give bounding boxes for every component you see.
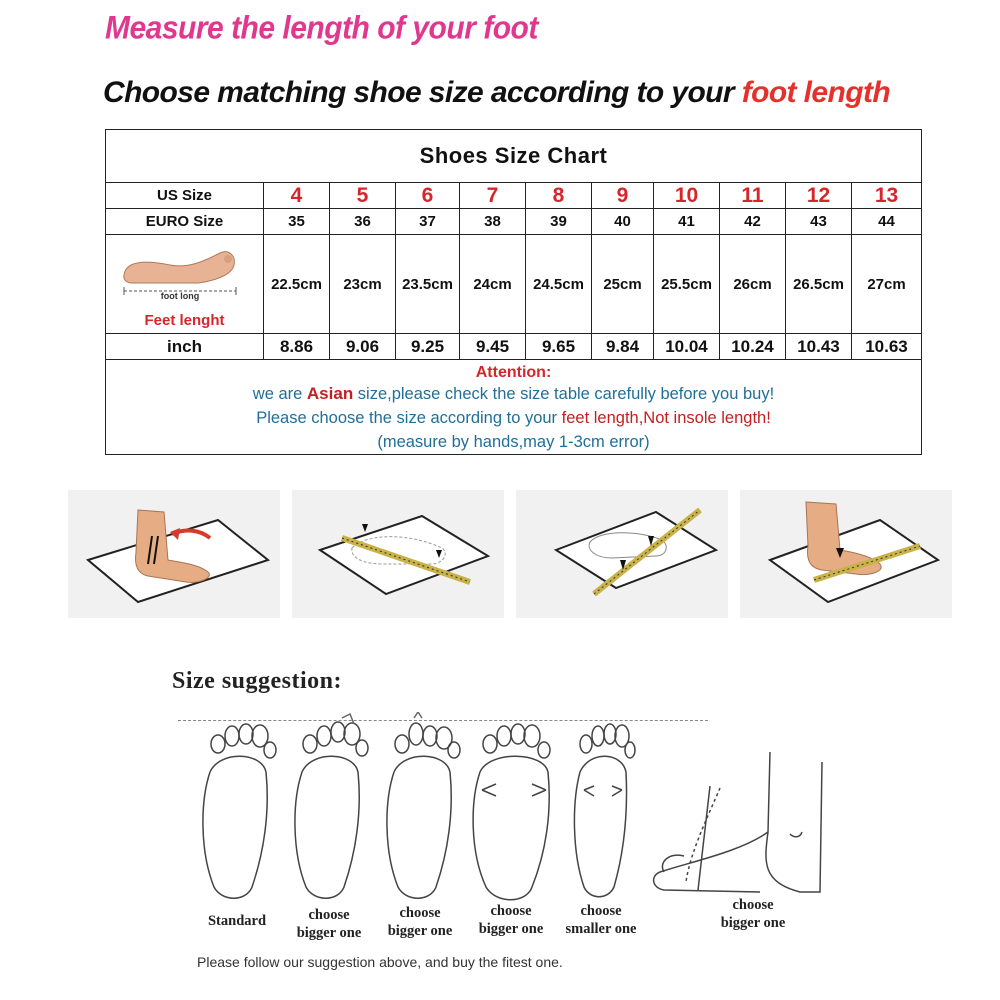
us-size-row bbox=[106, 183, 922, 209]
foot-standard-icon bbox=[203, 724, 276, 898]
caption-bigger-side bbox=[705, 896, 801, 932]
inch-cell: 9.25 bbox=[396, 334, 460, 360]
measure-step-4 bbox=[740, 490, 952, 618]
caption-bigger-1 bbox=[284, 906, 374, 942]
foot-length-cell: 24.5cm bbox=[526, 235, 592, 334]
caption-bigger-2 bbox=[375, 904, 465, 940]
inch-cell: 10.24 bbox=[720, 334, 786, 360]
ruler-diagonal-icon bbox=[516, 490, 728, 618]
page-subtitle bbox=[103, 76, 890, 110]
foot-length-cell: 23.5cm bbox=[396, 235, 460, 334]
inch-label: inch bbox=[106, 334, 264, 360]
euro-size-cell: 41 bbox=[654, 209, 720, 235]
inch-cell: 10.04 bbox=[654, 334, 720, 360]
us-size-cell: 7 bbox=[460, 183, 526, 209]
us-size-label: US Size bbox=[106, 183, 264, 209]
foot-length-label-cell bbox=[106, 235, 264, 334]
subtitle-highlight: foot length bbox=[741, 76, 891, 109]
foot-bigger-3-icon bbox=[473, 724, 550, 900]
attention-asian: Asian bbox=[306, 384, 354, 403]
attention-text: Please choose the size according to your bbox=[256, 409, 562, 427]
chart-title: Shoes Size Chart bbox=[106, 130, 922, 183]
caption-line: Standard bbox=[207, 913, 267, 929]
inch-cell: 8.86 bbox=[264, 334, 330, 360]
inch-row bbox=[106, 334, 922, 360]
caption-line: choose bbox=[490, 903, 532, 919]
attention-box bbox=[106, 360, 922, 455]
us-size-cell: 11 bbox=[720, 183, 786, 209]
inch-cell: 9.45 bbox=[460, 334, 526, 360]
euro-size-cell: 35 bbox=[264, 209, 330, 235]
euro-size-cell: 39 bbox=[526, 209, 592, 235]
caption-line: smaller one bbox=[565, 921, 637, 937]
caption-line: choose bbox=[399, 905, 441, 921]
foot-with-ruler-icon bbox=[740, 490, 952, 618]
size-suggestion-heading: Size suggestion: bbox=[172, 668, 342, 694]
attention-feet-length: feet length,Not insole length! bbox=[561, 409, 771, 427]
foot-side-icon bbox=[654, 752, 822, 892]
foot-length-cell: 26.5cm bbox=[786, 235, 852, 334]
us-size-cell: 13 bbox=[852, 183, 922, 209]
euro-size-cell: 37 bbox=[396, 209, 460, 235]
euro-size-cell: 36 bbox=[330, 209, 396, 235]
feet-length-label: Feet lenght bbox=[144, 312, 225, 329]
us-size-cell: 6 bbox=[396, 183, 460, 209]
foot-long-label: foot long bbox=[160, 291, 200, 301]
euro-size-cell: 40 bbox=[592, 209, 654, 235]
attention-line-1 bbox=[106, 382, 921, 406]
inch-cell: 9.84 bbox=[592, 334, 654, 360]
euro-size-row bbox=[106, 209, 922, 235]
us-size-cell: 5 bbox=[330, 183, 396, 209]
suggestion-footnote: Please follow our suggestion above, and buy the fitest one. bbox=[197, 954, 563, 970]
attention-text: size,please check the size table carefully before you buy! bbox=[353, 385, 775, 403]
measure-step-2 bbox=[292, 490, 504, 618]
foot-smaller-icon bbox=[574, 724, 635, 897]
caption-line: bigger one bbox=[478, 921, 544, 937]
attention-text: we are bbox=[252, 385, 307, 403]
euro-size-cell: 43 bbox=[786, 209, 852, 235]
inch-cell: 10.63 bbox=[852, 334, 922, 360]
subtitle-text: Choose matching shoe size according to your bbox=[103, 76, 742, 109]
size-chart-table bbox=[105, 129, 922, 455]
us-size-cell: 12 bbox=[786, 183, 852, 209]
euro-size-label: EURO Size bbox=[106, 209, 264, 235]
foot-length-cell: 26cm bbox=[720, 235, 786, 334]
inch-cell: 9.65 bbox=[526, 334, 592, 360]
foot-on-paper-icon bbox=[68, 490, 280, 618]
us-size-cell: 4 bbox=[264, 183, 330, 209]
us-size-cell: 9 bbox=[592, 183, 654, 209]
caption-standard bbox=[192, 912, 282, 930]
inch-cell: 10.43 bbox=[786, 334, 852, 360]
attention-line-2 bbox=[106, 406, 921, 430]
euro-size-cell: 44 bbox=[852, 209, 922, 235]
caption-line: bigger one bbox=[296, 925, 362, 941]
inch-cell: 9.06 bbox=[330, 334, 396, 360]
caption-line: bigger one bbox=[720, 915, 786, 931]
attention-line-3: (measure by hands,may 1-3cm error) bbox=[377, 433, 650, 451]
foot-length-cell: 25.5cm bbox=[654, 235, 720, 334]
caption-line: choose bbox=[580, 903, 622, 919]
ruler-on-paper-icon bbox=[292, 490, 504, 618]
foot-length-cell: 23cm bbox=[330, 235, 396, 334]
foot-bigger-2-icon bbox=[387, 712, 460, 898]
foot-length-cell: 22.5cm bbox=[264, 235, 330, 334]
caption-line: choose bbox=[308, 907, 350, 923]
us-size-cell: 10 bbox=[654, 183, 720, 209]
foot-measure-icon bbox=[110, 239, 260, 309]
foot-length-row bbox=[106, 235, 922, 334]
attention-title: Attention: bbox=[475, 364, 552, 381]
foot-length-cell: 25cm bbox=[592, 235, 654, 334]
foot-length-cell: 24cm bbox=[460, 235, 526, 334]
measure-step-1 bbox=[68, 490, 280, 618]
foot-bigger-1-icon bbox=[295, 714, 368, 898]
caption-smaller bbox=[553, 902, 649, 938]
euro-size-cell: 38 bbox=[460, 209, 526, 235]
foot-fit-diagrams bbox=[180, 712, 860, 912]
caption-line: bigger one bbox=[387, 923, 453, 939]
measure-step-3 bbox=[516, 490, 728, 618]
caption-line: choose bbox=[732, 897, 774, 913]
caption-bigger-3 bbox=[466, 902, 556, 938]
page-title: Measure the length of your foot bbox=[105, 10, 538, 47]
euro-size-cell: 42 bbox=[720, 209, 786, 235]
foot-length-cell: 27cm bbox=[852, 235, 922, 334]
us-size-cell: 8 bbox=[526, 183, 592, 209]
